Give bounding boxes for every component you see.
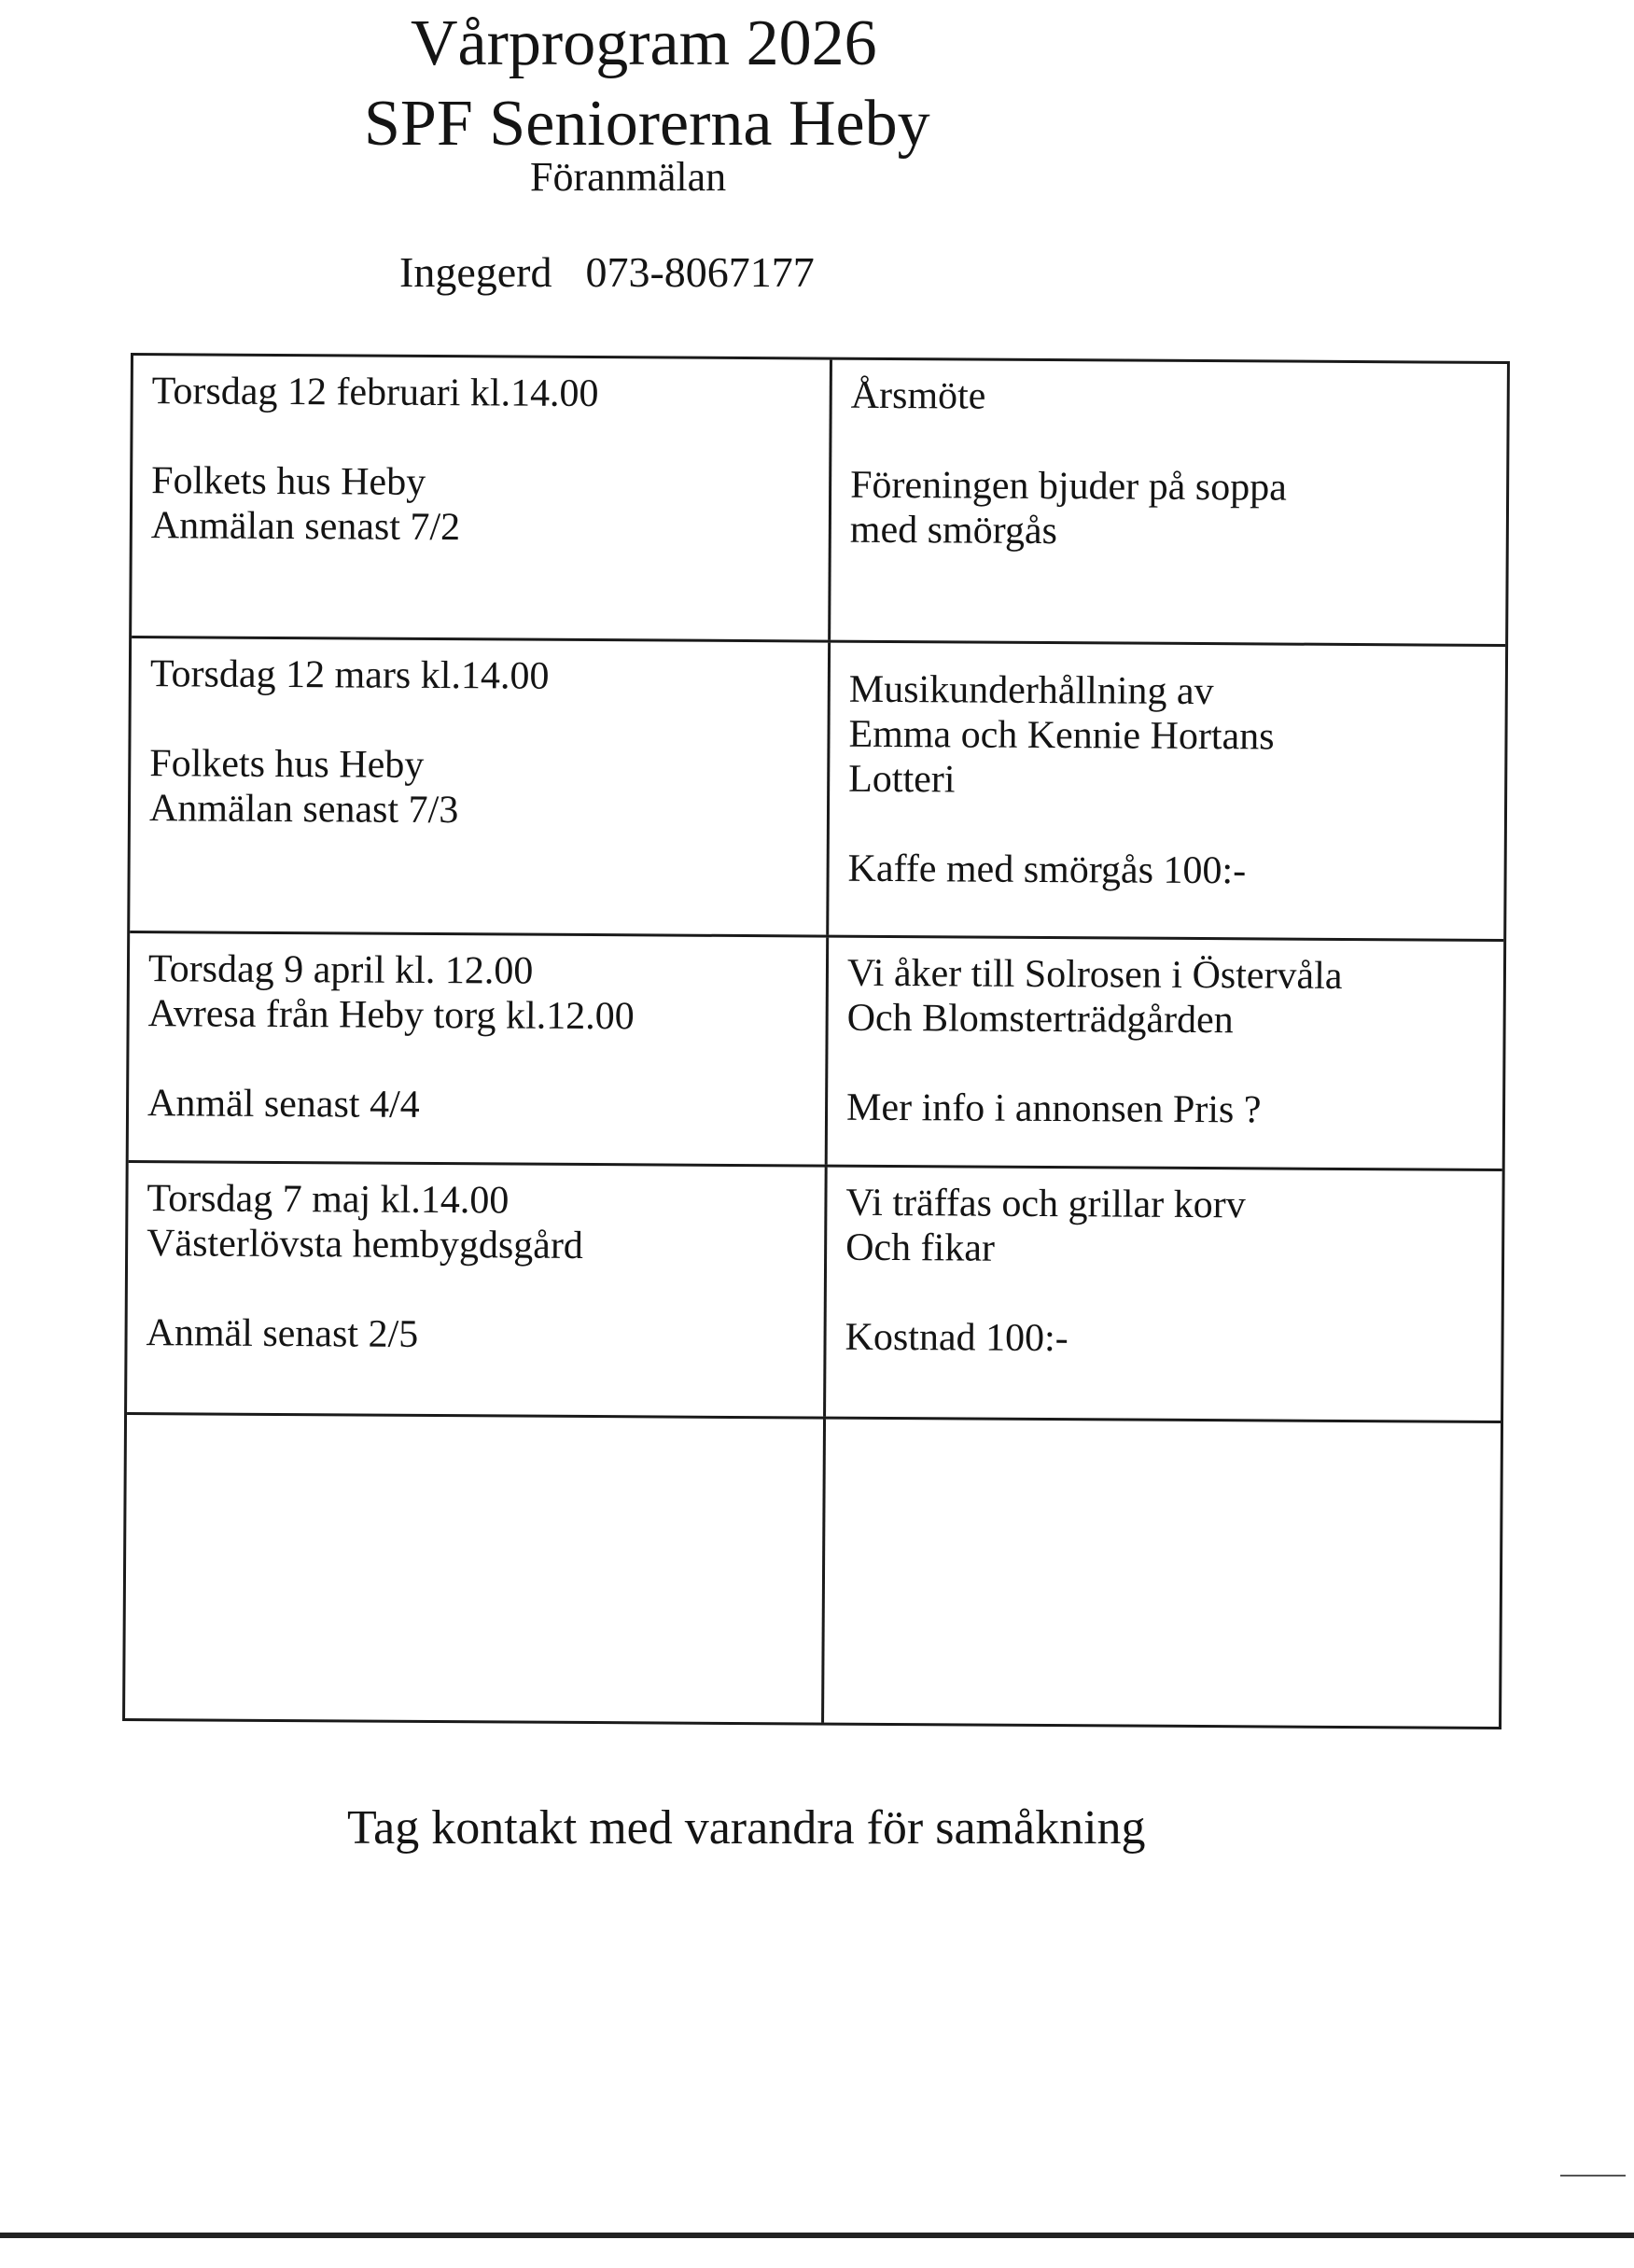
empty-cell	[821, 1420, 1501, 1727]
event-registration-deadline: Anmäl senast 2/5	[146, 1311, 419, 1356]
event-description: Emma och Kennie Hortans	[848, 712, 1275, 759]
program-subtitle: Föranmälan	[530, 154, 727, 200]
event-venue: Folkets hus Heby	[149, 742, 425, 787]
event-description: med smörgås	[849, 508, 1058, 553]
event-departure: Avresa från Heby torg kl.12.00	[147, 992, 635, 1039]
event-registration-deadline: Anmälan senast 7/3	[148, 787, 459, 833]
event-description-cell	[828, 360, 1507, 644]
event-date: Torsdag 12 mars kl.14.00	[149, 652, 550, 698]
event-price: Kostnad 100:-	[845, 1315, 1068, 1361]
contact-phone: 073-8067177	[585, 248, 815, 296]
empty-cell	[125, 1415, 823, 1723]
event-price: Kaffe med smörgås 100:-	[847, 847, 1247, 893]
event-registration-deadline: Anmälan senast 7/2	[150, 504, 461, 550]
event-date: Torsdag 7 maj kl.14.00	[147, 1177, 510, 1223]
contact-line	[399, 245, 815, 301]
event-description: Och fikar	[845, 1225, 996, 1270]
event-description: Föreningen bjuder på soppa	[850, 463, 1288, 510]
event-title: Årsmöte	[850, 373, 986, 418]
table-row	[127, 1160, 1502, 1421]
event-description: Lotteri	[848, 757, 956, 802]
event-description-cell	[823, 1168, 1502, 1421]
event-details-cell	[130, 638, 828, 935]
event-details-cell	[127, 1163, 825, 1417]
event-description: Och Blomsterträdgården	[846, 996, 1234, 1043]
carpool-note: Tag kontakt med varandra för samåkning	[347, 1801, 1146, 1855]
event-date: Torsdag 9 april kl. 12.00	[147, 947, 534, 993]
event-price: Mer info i annonsen Pris ?	[845, 1085, 1262, 1132]
event-title: Vi åker till Solrosen i Östervåla	[846, 951, 1343, 998]
program-title: Vårprogram 2026	[411, 7, 877, 79]
table-row	[130, 636, 1505, 939]
event-details-cell	[132, 356, 830, 640]
table-row	[132, 356, 1507, 644]
table-row	[129, 931, 1503, 1169]
event-date: Torsdag 12 februari kl.14.00	[151, 370, 599, 416]
event-title: Musikunderhållning av	[848, 667, 1214, 714]
scan-mark	[1560, 2175, 1626, 2177]
event-venue: Västerlövsta hembygdsgård	[147, 1222, 584, 1267]
event-registration-deadline: Anmäl senast 4/4	[147, 1082, 420, 1127]
table-row-empty	[125, 1412, 1501, 1727]
scan-edge	[0, 2233, 1634, 2238]
event-table	[122, 353, 1510, 1729]
contact-name: Ingegerd	[399, 248, 552, 296]
event-title: Vi träffas och grillar korv	[845, 1181, 1246, 1227]
event-description-cell	[825, 938, 1503, 1169]
event-details-cell	[129, 933, 826, 1165]
organization-name: SPF Seniorerna Heby	[364, 88, 930, 160]
event-description-cell	[826, 643, 1505, 939]
event-venue: Folkets hus Heby	[151, 459, 426, 504]
